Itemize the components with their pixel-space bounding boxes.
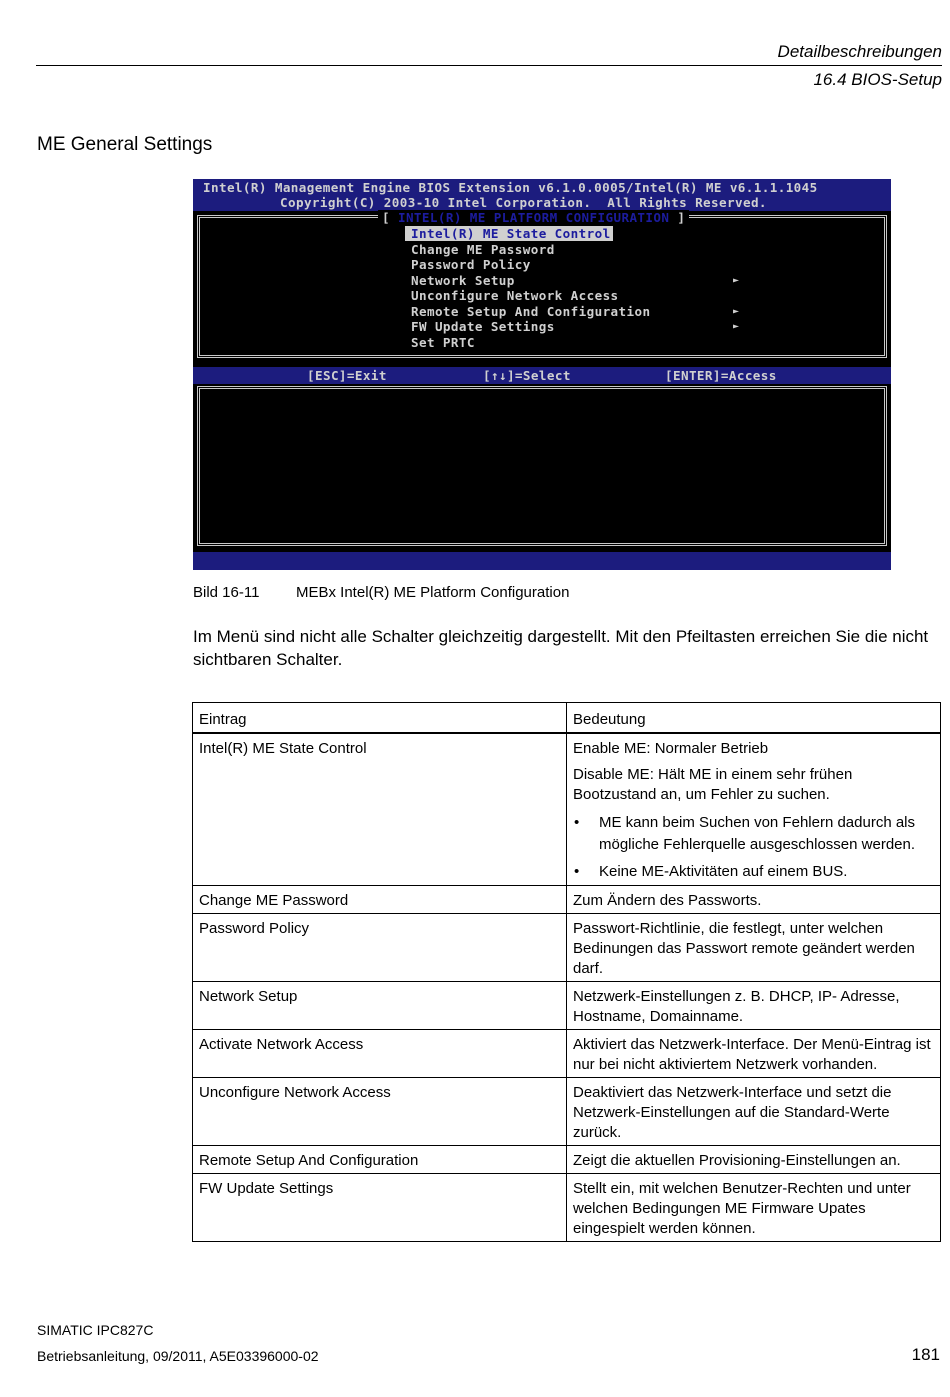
table-cell-meaning (567, 1078, 941, 1146)
table-cell-meaning (567, 914, 941, 982)
bullet-list (573, 812, 934, 883)
table-cell-entry: FW Update Settings (193, 1174, 567, 1242)
settings-table (192, 702, 941, 1242)
meaning-paragraph: Aktiviert das Netzwerk-Interface. Der Menü-Eintrag ist nur bei nicht aktiviertem Netzwerk vorhanden. (573, 1036, 931, 1073)
table-cell-entry: Activate Network Access (193, 1030, 567, 1078)
table-row (193, 1030, 941, 1078)
bios-key-select: [↑↓]=Select (483, 368, 571, 383)
table-cell-meaning (567, 886, 941, 914)
bios-menu-item: Change ME Password (411, 241, 555, 257)
bullet-item (573, 812, 934, 856)
bullet-icon: • (574, 863, 580, 880)
meaning-paragraph: Zeigt die aktuellen Provisioning-Einstellungen an. (573, 1152, 901, 1169)
intro-paragraph: Im Menü sind nicht alle Schalter gleichzeitig dargestellt. Mit den Pfeiltasten erreichen Sie die nicht sichtbaren Schalter. (193, 627, 929, 669)
page-title: ME General Settings (37, 134, 213, 155)
table-row (193, 914, 941, 982)
bios-menu-item: Password Policy (411, 257, 531, 272)
figure-caption: MEBx Intel(R) ME Platform Configuration (296, 584, 570, 601)
meaning-paragraph: Disable ME: Hält ME in einem sehr frühen Bootzustand an, um Fehler zu suchen. (573, 766, 853, 803)
meaning-paragraph: Passwort-Richtlinie, die festlegt, unter welchen Bedinungen das Passwort remote geändert werden darf. (573, 920, 915, 977)
meaning-paragraph: Zum Ändern des Passworts. (573, 892, 762, 909)
submenu-arrow-icon: ► (733, 321, 740, 332)
table-cell-entry: Unconfigure Network Access (193, 1078, 567, 1146)
table-cell-meaning (567, 733, 941, 886)
footer-product: SIMATIC IPC827C (37, 1322, 154, 1338)
table-row (193, 733, 941, 886)
footer-document: Betriebsanleitung, 09/2011, A5E03396000-02 (37, 1348, 319, 1364)
bios-screenshot (193, 179, 891, 570)
header-chapter: Detailbeschreibungen (777, 42, 942, 61)
table-header-row (193, 703, 941, 734)
bios-version-line: Intel(R) Management Engine BIOS Extension v6.1.0.0005/Intel(R) ME v6.1.1.1045 (203, 180, 818, 195)
page-number: 181 (911, 1345, 940, 1364)
submenu-arrow-icon: ► (733, 274, 740, 286)
bios-config-title: [ INTEL(R) ME PLATFORM CONFIGURATION ] (378, 210, 689, 225)
table-row (193, 1078, 941, 1146)
bios-menu-item: Intel(R) ME State Control (405, 226, 613, 241)
bios-menu-item: FW Update Settings (411, 319, 555, 334)
table-cell-meaning (567, 982, 941, 1030)
table-header-entry: Eintrag (193, 703, 567, 734)
table-row (193, 982, 941, 1030)
meaning-paragraph: Enable ME: Normaler Betrieb (573, 740, 769, 757)
bullet-item (573, 861, 934, 883)
table-cell-meaning (567, 1030, 941, 1078)
bios-menu-item: Remote Setup And Configuration (411, 303, 651, 319)
header-rule (36, 65, 942, 66)
table-row (193, 1146, 941, 1174)
bullet-icon: • (574, 814, 580, 831)
table-cell-entry: Remote Setup And Configuration (193, 1146, 567, 1174)
table-row (193, 1174, 941, 1242)
bullet-text: Keine ME-Aktivitäten auf einem BUS. (599, 863, 848, 880)
table-header-meaning: Bedeutung (567, 703, 941, 734)
bios-menu-item: Set PRTC (411, 334, 475, 350)
submenu-arrow-icon: ► (733, 305, 740, 317)
header-section: 16.4 BIOS-Setup (813, 70, 942, 89)
bios-key-access: [ENTER]=Access (665, 368, 777, 383)
bios-help-frame (197, 386, 887, 546)
bullet-text: ME kann beim Suchen von Fehlern dadurch als mögliche Fehlerquelle ausgeschlossen werden. (599, 814, 916, 853)
bios-menu-item: Unconfigure Network Access (411, 288, 619, 303)
bios-menu-item: Network Setup (411, 272, 515, 288)
figure-number: Bild 16-11 (193, 584, 260, 601)
table-cell-entry: Change ME Password (193, 886, 567, 914)
table-cell-entry: Password Policy (193, 914, 567, 982)
table-cell-meaning (567, 1146, 941, 1174)
table-cell-meaning (567, 1174, 941, 1242)
table-cell-entry: Network Setup (193, 982, 567, 1030)
meaning-paragraph: Stellt ein, mit welchen Benutzer-Rechten und unter welchen Bedingungen ME Firmware Upates eingespielt werden können. (573, 1180, 911, 1237)
meaning-paragraph: Netzwerk-Einstellungen z. B. DHCP, IP- Adresse, Hostname, Domainname. (573, 988, 900, 1025)
bios-copyright-line: Copyright(C) 2003-10 Intel Corporation. All Rights Reserved. (280, 195, 767, 210)
table-body (193, 733, 941, 1242)
bios-key-exit: [ESC]=Exit (307, 368, 387, 383)
bios-bottom-bar (193, 552, 891, 570)
table-row (193, 886, 941, 914)
table-cell-entry: Intel(R) ME State Control (193, 733, 567, 886)
meaning-paragraph: Deaktiviert das Netzwerk-Interface und setzt die Netzwerk-Einstellungen auf die Standard-Werte zurück. (573, 1084, 892, 1141)
